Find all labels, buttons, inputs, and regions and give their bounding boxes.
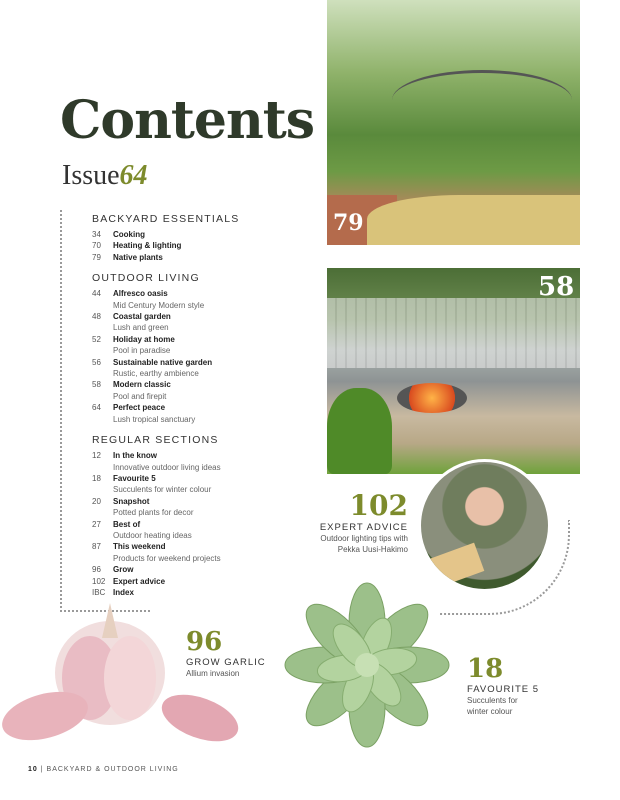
garlic-clove <box>156 686 245 748</box>
page-footer <box>28 766 179 773</box>
toc-entry-title: Cooking <box>113 230 145 239</box>
dotted-divider-vertical <box>60 210 62 612</box>
toc-entry-page: 56 <box>92 357 101 367</box>
toc-entry <box>92 402 322 413</box>
toc-entry-page: 12 <box>92 451 101 461</box>
expert-advice-feature <box>298 490 408 555</box>
toc-entry-subtitle: Rustic, earthy ambience <box>113 369 199 379</box>
favourite-5-feature <box>467 654 539 717</box>
toc-entry-page: 64 <box>92 403 101 413</box>
firepit-photo-page-number: 58 <box>538 272 575 302</box>
toc-entry <box>92 519 322 530</box>
toc-entry-subtitle: Lush tropical sanctuary <box>113 414 196 424</box>
table-of-contents <box>92 213 322 607</box>
toc-entry-title: In the know <box>113 451 157 461</box>
toc-entry <box>92 288 322 299</box>
garlic-stem <box>102 603 118 638</box>
issue-word: Issue <box>62 160 120 191</box>
toc-entry-title: Expert advice <box>113 576 166 586</box>
succulent-illustration <box>282 580 452 750</box>
toc-entry-title: Native plants <box>113 252 163 262</box>
toc-entry-page: 58 <box>92 380 101 390</box>
page-title: Contents <box>60 90 315 151</box>
toc-entry-subtitle: Potted plants for decor <box>113 508 194 518</box>
toc-entry-title: Grow <box>113 565 134 575</box>
issue-label <box>62 160 148 192</box>
garlic-clove <box>104 636 156 720</box>
toc-entry-title: Best of <box>113 519 141 529</box>
toc-entry-page: 18 <box>92 473 101 483</box>
toc-entry-page: IBC <box>92 587 106 597</box>
feature-heading: GROW GARLIC <box>186 657 266 668</box>
toc-entry-subtitle: Lush and green <box>113 323 169 333</box>
toc-entry <box>92 450 322 461</box>
feature-description-line: Pekka Uusi-Hakimo <box>337 545 408 554</box>
expert-portrait <box>418 459 551 592</box>
toc-entry-page: 52 <box>92 334 101 344</box>
footer-page-number: 10 <box>28 766 38 773</box>
toc-entry <box>92 564 322 575</box>
toc-entry-subtitle: Mid Century Modern style <box>113 300 205 310</box>
toc-entry <box>92 473 322 484</box>
garden-photo-page-number: 79 <box>333 210 364 236</box>
feature-description-line: Succulents for <box>467 696 518 705</box>
toc-entry-title: Modern classic <box>113 380 171 390</box>
toc-entry-subtitle: Products for weekend projects <box>113 553 221 563</box>
toc-entry-title: Index <box>113 587 134 597</box>
toc-section-heading: BACKYARD ESSENTIALS <box>92 213 240 225</box>
toc-section <box>92 434 322 598</box>
toc-entry-title: Favourite 5 <box>113 473 156 483</box>
toc-entry-page: 96 <box>92 565 101 575</box>
toc-entry-page: 102 <box>92 576 106 586</box>
toc-entry-subtitle: Succulents for winter colour <box>113 485 212 495</box>
feature-description-line: winter colour <box>467 707 513 716</box>
toc-entry-page: 27 <box>92 519 101 529</box>
feature-heading: FAVOURITE 5 <box>467 684 540 695</box>
grow-garlic-feature <box>186 627 266 679</box>
toc-entry-subtitle: Innovative outdoor living ideas <box>113 462 221 472</box>
toc-section <box>92 272 322 425</box>
toc-entry <box>92 311 322 322</box>
toc-entry <box>92 357 322 368</box>
toc-entry-page: 48 <box>92 312 101 322</box>
toc-entry-title: Holiday at home <box>113 334 175 344</box>
bush-shape <box>327 388 392 474</box>
feature-heading: EXPERT ADVICE <box>319 522 408 533</box>
pond-shape <box>367 195 580 245</box>
toc-entry-title: Heating & lighting <box>113 241 182 251</box>
feature-number: 18 <box>467 654 504 684</box>
toc-section <box>92 213 322 263</box>
footer-publication: BACKYARD & OUTDOOR LIVING <box>46 766 179 773</box>
canopy-shape <box>392 70 572 130</box>
toc-entry <box>92 334 322 345</box>
toc-entry-subtitle: Outdoor heating ideas <box>113 530 192 540</box>
toc-entry-page: 44 <box>92 289 101 299</box>
toc-entry-subtitle: Pool in paradise <box>113 346 171 356</box>
toc-entry-page: 20 <box>92 496 101 506</box>
toc-entry-title: Alfresco oasis <box>113 289 168 299</box>
firepit-shape <box>397 383 467 413</box>
feature-number: 96 <box>186 627 223 657</box>
footer-separator: | <box>40 766 44 773</box>
issue-number: 64 <box>119 160 148 191</box>
toc-entry-title: Sustainable native garden <box>113 357 213 367</box>
toc-entry <box>92 379 322 390</box>
toc-entry <box>92 240 322 251</box>
toc-entry-title: Perfect peace <box>113 403 166 413</box>
toc-entry <box>92 252 322 263</box>
feature-description-line: Outdoor lighting tips with <box>320 534 408 543</box>
toc-entry-page: 79 <box>92 252 101 262</box>
toc-entry <box>92 496 322 507</box>
fence-shape <box>327 298 580 368</box>
toc-entry-title: Snapshot <box>113 496 150 506</box>
toc-entry <box>92 541 322 552</box>
feature-number: 102 <box>349 489 408 522</box>
toc-entry-title: This weekend <box>113 542 166 552</box>
toc-entry-page: 34 <box>92 230 101 239</box>
toc-entry-page: 70 <box>92 241 101 251</box>
toc-entry-subtitle: Pool and firepit <box>113 391 167 401</box>
toc-entry-page: 87 <box>92 542 101 552</box>
toc-section-heading: REGULAR SECTIONS <box>92 434 219 447</box>
toc-section-heading: OUTDOOR LIVING <box>92 272 200 285</box>
garden-photo <box>327 0 580 245</box>
toc-entry-title: Coastal garden <box>113 312 171 322</box>
toc-entry <box>92 229 322 240</box>
feature-description: Allium invasion <box>186 669 240 678</box>
